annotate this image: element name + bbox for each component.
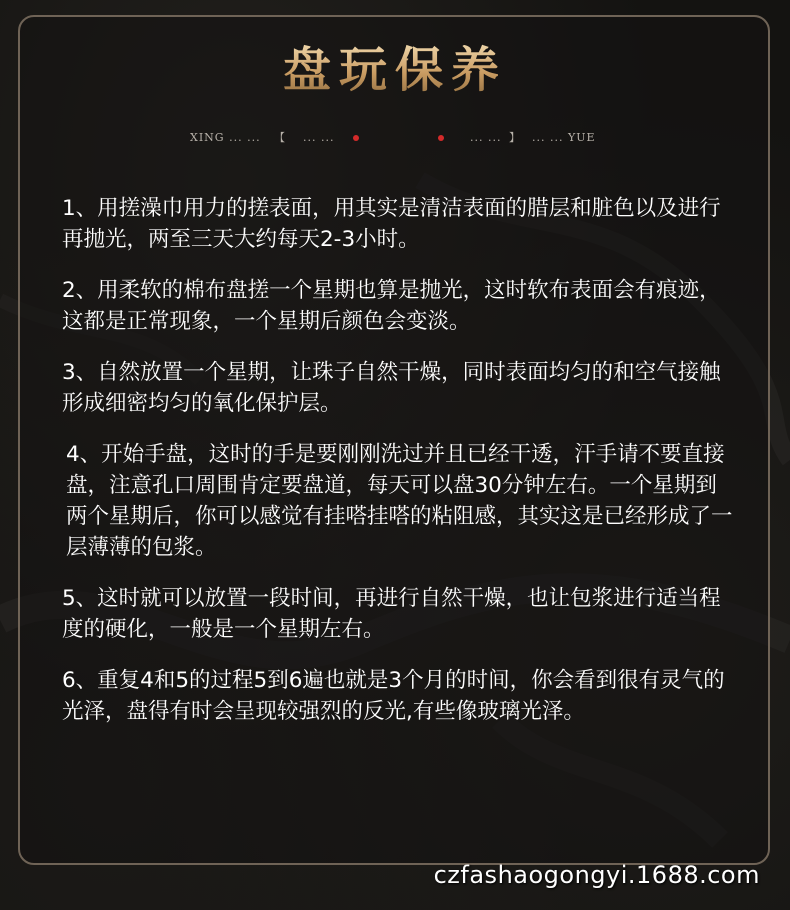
care-instructions <box>62 193 734 747</box>
red-dot-icon <box>438 135 444 141</box>
instruction-paragraph: 3、自然放置一个星期，让珠子自然干燥，同时表面均匀的和空气接触形成细密均匀的氧化保护层。 <box>62 360 721 416</box>
red-dot-icon <box>353 135 359 141</box>
subtitle-left-dots: ... ... <box>303 131 335 144</box>
instruction-paragraph: 1、用搓澡巾用力的搓表面，用其实是清洁表面的腊层和脏色以及进行再抛光，两至三天大约每天2-3小时。 <box>62 196 721 252</box>
instruction-paragraph: 4、开始手盘，这时的手是要刚刚洗过并且已经干透，汗手请不要直接盘，注意孔口周围肯定要盘道，每天可以盘30分钟左右。一个星期到两个星期后，你可以感觉有挂嗒挂嗒的粘阻感，其实这是已经形成了一层薄薄的包浆。 <box>66 442 733 560</box>
instruction-paragraph: 6、重复4和5的过程5到6遍也就是3个月的时间，你会看到很有灵气的光泽，盘得有时会呈现较强烈的反光,有些像玻璃光泽。 <box>62 668 725 724</box>
subtitle-right-dots: ... ... <box>470 131 502 144</box>
instruction-paragraph: 5、这时就可以放置一段时间，再进行自然干燥，也让包浆进行适当程度的硬化，一般是一个星期左右。 <box>62 586 721 642</box>
subtitle-decoration <box>0 129 790 147</box>
subtitle-left-text: XING ... ... <box>190 131 261 144</box>
subtitle-bracket-close: 】 <box>509 131 521 144</box>
watermark-url: czfashaogongyi.1688.com <box>433 861 760 889</box>
subtitle-bracket-open: 【 <box>274 131 286 144</box>
instruction-paragraph: 2、用柔软的棉布盘搓一个星期也算是抛光，这时软布表面会有痕迹，这都是正常现象，一个星期后颜色会变淡。 <box>62 278 721 334</box>
subtitle-right-text: ... ... YUE <box>532 131 596 144</box>
page-title: 盘玩保养 <box>0 40 790 100</box>
